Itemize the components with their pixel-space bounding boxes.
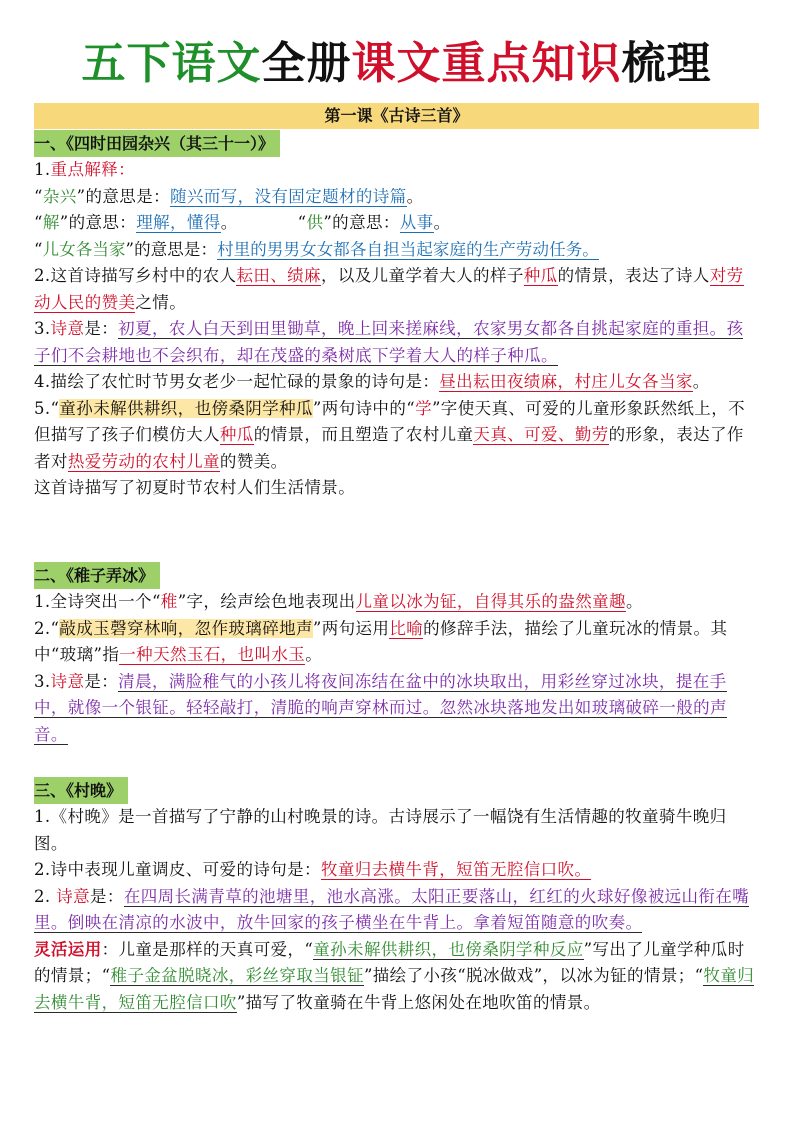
t: ”字使天真、可爱的儿童形象跃然纸上，不但描写了孩子们模仿大人 (34, 398, 746, 444)
t: 2.诗中表现儿童调皮、可爱的诗句是： (34, 860, 321, 879)
key: 种瓜 (219, 425, 254, 444)
s1-point-6: 这首诗描写了初夏时节农村人们生活情景。 (34, 478, 356, 497)
s1-label: 重点解释： (50, 160, 136, 179)
q: ”的意思是： (76, 186, 170, 206)
section-1-body (34, 157, 760, 502)
s1-def-1 (34, 184, 760, 211)
definition: 理解，懂得 (136, 213, 221, 232)
t: ”描写了牧童骑在牛背上悠闲处在地吹笛的情景。 (236, 992, 601, 1012)
q: ”的意思： (323, 213, 400, 232)
definition: 从事 (399, 213, 434, 232)
s3-point-3 (34, 884, 760, 937)
t: 2. (34, 886, 57, 906)
verse: 稚子金盆脱晓冰，彩丝穿取当银钲 (110, 966, 364, 985)
key: 对劳动人民的赞美 (34, 266, 744, 312)
s3-point-1: 1.《村晚》是一首描写了宁静的山村晚景的诗。古诗展示了一幅饶有生活情趣的牧童骑牛晚归图。 (34, 807, 727, 853)
t: 的形象，表达了作者对 (34, 425, 744, 471)
key: 一种天然玉石，也叫水玉 (119, 645, 306, 664)
t: 。 (305, 645, 323, 664)
t: 是： (90, 886, 124, 906)
t: 5.“ (34, 398, 60, 418)
t: 1.全诗突出一个“ (34, 592, 161, 611)
key: 学 (415, 398, 432, 418)
label: 灵活运用 (34, 939, 102, 959)
s3-point-4 (34, 937, 760, 1017)
q: “ (34, 186, 43, 206)
key: 昼出耘田夜绩麻，村庄儿女各当家 (439, 372, 693, 391)
title-part-4: 梳理 (621, 38, 712, 89)
section-heading-1: 一、《四时田园杂兴（其三十一）》 (34, 130, 280, 157)
s2-point-3 (34, 669, 760, 749)
s1-point-5 (34, 396, 760, 476)
t: ，以及儿童学着大人的样子 (320, 266, 524, 285)
q: “ (297, 213, 307, 232)
section-heading-3: 三、《村晚》 (34, 777, 128, 804)
t: 2.这首诗描写乡村中的农人 (34, 266, 237, 285)
title-part-1: 五下语文 (81, 38, 262, 89)
verse: 童孙未解供耕织，也傍桑阴学种瓜 (59, 398, 313, 418)
t: 。 (692, 372, 710, 391)
t: ”字，绘声绘色地表现出 (177, 592, 356, 611)
q: “ (34, 213, 43, 232)
q: ”的意思： (59, 213, 137, 232)
key: 天真、可爱、勤劳 (473, 425, 609, 444)
s1-point-2 (34, 263, 760, 316)
label: 诗意 (56, 886, 91, 906)
verse: 敲成玉磬穿林响，忽作玻璃碎地声 (59, 618, 313, 638)
section-heading-2: 二、《稚子弄冰》 (34, 562, 160, 589)
s1-def-4 (34, 237, 760, 264)
t: ”两句诗中的“ (312, 398, 416, 418)
t: 是： (84, 671, 119, 691)
t: 3. (34, 319, 51, 338)
s1-num: 1. (34, 160, 51, 179)
q: “ (34, 239, 43, 259)
t: 的情景，表达了诗人 (557, 266, 710, 285)
definition: 村里的男男女女都各自担当起家庭的生产劳动任务。 (217, 239, 599, 259)
term: 儿女各当家 (42, 239, 126, 259)
t: ”描绘了小孩“脱冰做戏”，以冰为钲的情景；“ (363, 966, 704, 985)
t: ”两句运用 (312, 618, 390, 638)
section-3-body (34, 804, 760, 1016)
t: ：儿童是那样的天真可爱，“ (101, 939, 314, 959)
term: 杂兴 (42, 186, 77, 206)
key: 比喻 (389, 618, 424, 638)
t: 之情。 (135, 292, 187, 312)
t: ”写出了儿童学种瓜时的情景；“ (34, 939, 745, 985)
s3-point-2 (34, 857, 760, 884)
t: 3. (34, 671, 51, 691)
s2-point-1 (34, 589, 760, 616)
q: 。 (220, 213, 238, 232)
t: 的赞美。 (219, 451, 288, 471)
term: 解 (42, 213, 60, 232)
q: 。 (433, 213, 451, 232)
s1-point-4 (34, 369, 760, 396)
t: 是： (84, 319, 119, 338)
s2-point-2 (34, 616, 760, 669)
s1-def-2 (34, 210, 760, 237)
lesson-heading: 第一课《古诗三首》 (34, 103, 759, 129)
definition: 随兴而写，没有固定题材的诗篇 (170, 186, 407, 206)
verse: 童孙未解供耕织，也傍桑阴学种反应 (313, 939, 584, 959)
poem-meaning: 在四周长满青草的池塘里，池水高涨。太阳正要落山，红红的火球好像被远山衔在嘴里。倒映在清凉的水波中，放牛回家的孩子横坐在牛背上。拿着短笛随意的吹奏。 (34, 886, 750, 932)
section-2-body (34, 589, 760, 748)
poem-meaning: 清晨，满脸稚气的小孩儿将夜间冻结在盆中的冰块取出，用彩丝穿过冰块，提在手中，就像一个银钲。轻轻敲打，清脆的响声穿林而过。忽然冰块落地发出如玻璃破碎一般的声音。 (34, 671, 727, 744)
key: 牧童归去横牛背，短笛无腔信口吹。 (320, 860, 592, 879)
label: 诗意 (50, 319, 85, 338)
t: 的情景，而且塑造了农村儿童 (253, 425, 474, 444)
key: 稚 (160, 592, 178, 611)
key: 耘田、绩麻 (236, 266, 321, 285)
t: 的修辞手法，描绘了儿童玩冰的情景。其中“玻璃”指 (34, 618, 728, 664)
verse: 牧童归去横牛背，短笛无腔信口吹 (34, 966, 755, 1012)
title-part-3: 课文重点知识 (351, 38, 622, 89)
s1-point-3 (34, 316, 760, 369)
q: 。 (406, 186, 424, 206)
poem-meaning: 初夏，农人白天到田里锄草，晚上回来搓麻线，农家男女都各自挑起家庭的重担。孩子们不会耕地也不会织布，却在茂盛的桑树底下学着大人的样子种瓜。 (34, 319, 744, 365)
label: 诗意 (50, 671, 85, 691)
t: 4.描绘了农忙时节男女老少一起忙碌的景象的诗句是： (34, 372, 440, 391)
title-part-2: 全册 (261, 38, 352, 89)
page-title (0, 36, 793, 92)
term: 供 (306, 213, 324, 232)
t: 。 (625, 592, 643, 611)
key: 热爱劳动的农村儿童 (67, 451, 220, 471)
s1-point-1 (34, 157, 760, 184)
key: 儿童以冰为钲，自得其乐的盎然童趣 (355, 592, 626, 611)
q: ”的意思是： (125, 239, 218, 259)
t: 2.“ (34, 618, 60, 638)
key: 种瓜 (523, 266, 558, 285)
